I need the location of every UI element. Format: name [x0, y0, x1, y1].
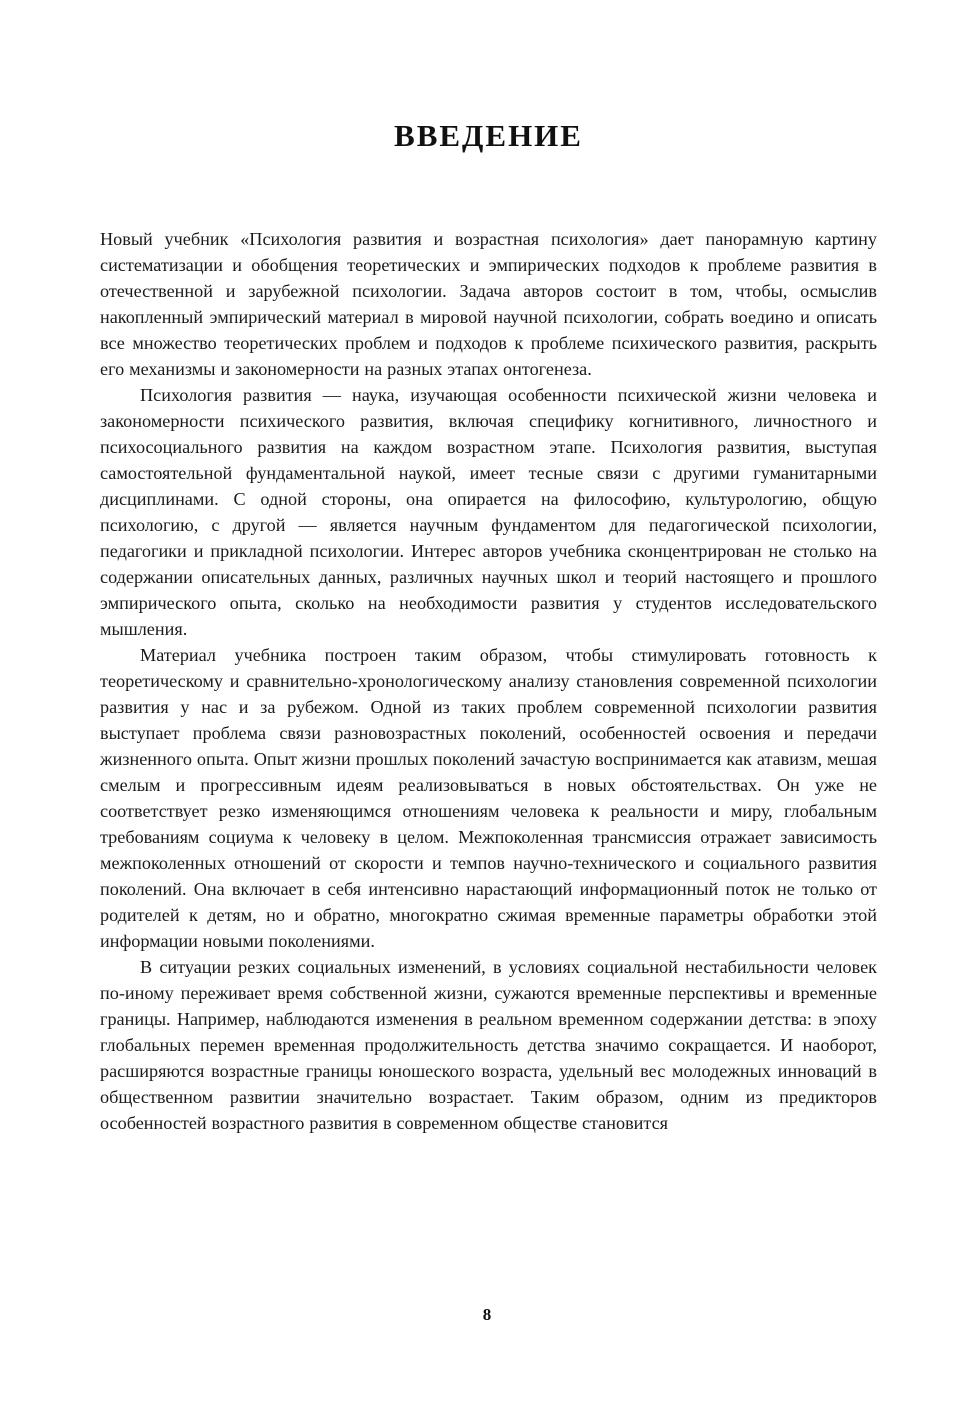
paragraph-3: Материал учебника построен таким образом, чтобы стимулировать готовность к теоретическому и сравнительно-хронологическому анализу становления современной психологии развития у нас и за рубежом. Одной из таких проблем современной психологии развития выступает проблема связи разновозрастных поколений, особенностей освоения и передачи жизненного опыта. Опыт жизни прошлых поколений зачастую воспринимается как атавизм, мешая смелым и прогрессивным идеям реализовываться в новых обстоятельствах. Он уже не соответствует резко изменяющимся отношениям человека к реальности и миру, глобальным требованиям социума к человеку в целом. Межпоколенная трансмиссия отражает зависимость межпоколенных отношений от скорости и темпов научно-технического и социального развития поколений. Она включает в себя интенсивно нарастающий информационный поток не только от родителей к детям, но и обратно, многократно сжимая временные параметры обработки этой информации новыми поколениями.: [100, 645, 877, 951]
page-number: 8: [482, 1305, 492, 1324]
body-text: [100, 226, 877, 1136]
paragraph-4: В ситуации резких социальных изменений, в условиях социальной нестабильности человек по-иному переживает время собственной жизни, сужаются временные перспективы и временные границы. Например, наблюдаются изменения в реальном временном содержании детства: в эпоху глобальных перемен временная продолжительность детства значимо сокращается. И наоборот, расширяются возрастные границы юношеского возраста, удельный вес молодежных инноваций в общественном развитии значительно возрастает. Таким образом, одним из предикторов особенностей возрастного развития в современном обществе становится: [100, 957, 877, 1133]
paragraph-2: Психология развития — наука, изучающая особенности психической жизни человека и закономерности психического развития, включая специфику когнитивного, личностного и психосоциального развития на каждом возрастном этапе. Психология развития, выступая самостоятельной фундаментальной наукой, имеет тесные связи с другими гуманитарными дисциплинами. С одной стороны, она опирается на философию, культурологию, общую психологию, с другой — является научным фундаментом для педагогической психологии, педагогики и прикладной психологии. Интерес авторов учебника сконцентрирован не столько на содержании описательных данных, различных научных школ и теорий настоящего и прошлого эмпирического опыта, сколько на необходимости развития у студентов исследовательского мышления.: [100, 385, 877, 639]
paragraph-1: Новый учебник «Психология развития и возрастная психология» дает панорамную картину систематизации и обобщения теоретических и эмпирических подходов к проблеме развития в отечественной и зарубежной психологии. Задача авторов состоит в том, чтобы, осмыслив накопленный эмпирический материал в мировой научной психологии, собрать воедино и описать все множество теоретических проблем и подходов к проблеме психического развития, раскрыть его механизмы и закономерности на разных этапах онтогенеза.: [100, 229, 877, 379]
page-title: ВВЕДЕНИЕ: [394, 118, 583, 153]
